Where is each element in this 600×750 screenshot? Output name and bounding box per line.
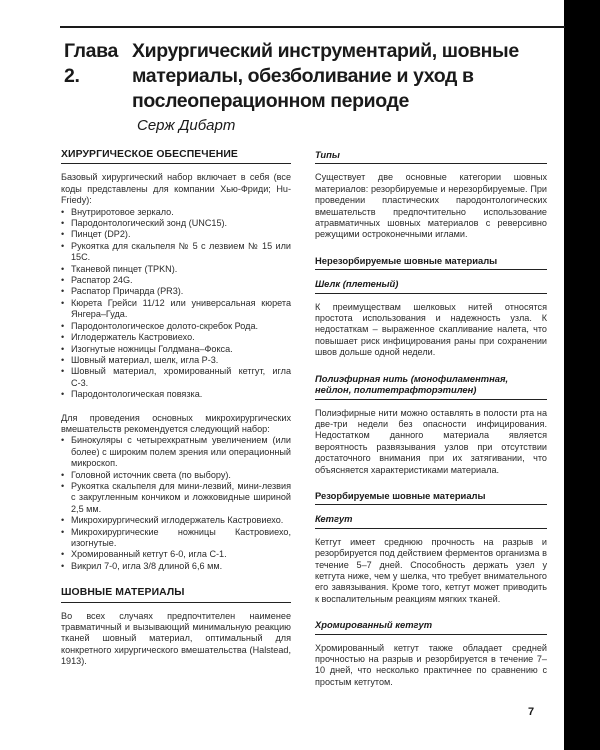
sutures-text: Во всех случаях предпочтителен наименее травматичный и вызывающий минимальную реакцию тканей шовный материал, оптимальный для конкретного хирургического вмешательства (Halstead, 1913).: [61, 610, 291, 667]
list-item: • Микрохирургический иглодержатель Кастровиехо.: [61, 515, 291, 526]
surgical-intro: Базовый хирургический набор включает в себя (все коды представлены для компании Хью-Фриди; Hu-Friedy):: [61, 172, 291, 206]
list-item: • Шовный материал, шелк, игла Р-3.: [61, 355, 291, 366]
page-number: 7: [528, 706, 535, 718]
list-item: • Викрил 7-0, игла 3/8 длиной 6,6 мм.: [61, 561, 291, 572]
list-item: • Микрохирургические ножницы Кастровиехо, изогнутые.: [61, 527, 291, 550]
chapter-number: Глава 2.: [64, 40, 118, 87]
list-item: • Пинцет (DP2).: [61, 229, 291, 240]
silk-text: К преимуществам шелковых нитей относятся простота использования и надежность узла. К недостаткам – выраженное скапливание налета, что повышает риск инфицирования раны при сохранении швов дольше одной недели.: [315, 301, 547, 358]
instrument-list: [61, 207, 291, 401]
list-item: • Пародонтологический зонд (UNC15).: [61, 218, 291, 229]
top-rule: [60, 26, 565, 28]
page-edge-bar: [564, 0, 600, 750]
list-item: • Шовный материал, хромированный кетгут, игла С-3.: [61, 366, 291, 389]
left-column: [61, 149, 291, 668]
section-heading-surgical: ХИРУРГИЧЕСКОЕ ОБЕСПЕЧЕНИЕ: [61, 149, 291, 164]
catgut-heading: Кетгут: [315, 513, 547, 528]
list-item: • Хромированный кетгут 6-0, игла С-1.: [61, 549, 291, 560]
catgut-text: Кетгут имеет среднюю прочность на разрыв и резорбируется под действием ферментов организма в течение 5–7 дней. Способность держать узел у кетгута ниже, чем у шелка, что требует внимательного его завязывания. Кроме того, кетгут может приводить к воспалительным реакциям мягких тканей.: [315, 536, 547, 604]
types-heading: Типы: [315, 149, 547, 164]
polyester-text: Полиэфирные нити можно оставлять в полости рта на две-три недели без опасности инфицирования. Недостатком данного материала является вероятность развязывания узлов при отсутствии достаточного внимания при их затягивании, что объясняется характеристиками материала.: [315, 407, 547, 475]
list-item: • Пародонтологическое долото-скребок Рода.: [61, 321, 291, 332]
list-item: • Пародонтологическая повязка.: [61, 389, 291, 400]
list-item: • Распатор 24G.: [61, 275, 291, 286]
silk-heading: Шелк (плетеный): [315, 278, 547, 293]
list-item: • Рукоятка для скальпеля № 5 с лезвием № 15 или 15С.: [61, 241, 291, 264]
list-item: • Распатор Причарда (PR3).: [61, 286, 291, 297]
list-item: • Рукоятка скальпеля для мини-лезвий, мини-лезвия с закругленным кончиком и ложковидные шириной 2,5 мм.: [61, 481, 291, 515]
chapter-title-text: Хирургический инструментарий, шовные материалы, обезболивание и уход в послеоперационном периоде: [132, 40, 519, 112]
chromic-catgut-heading: Хромированный кетгут: [315, 619, 547, 634]
list-item: • Изогнутые ножницы Голдмана–Фокса.: [61, 344, 291, 355]
list-item: • Тканевой пинцет (TPKN).: [61, 264, 291, 275]
right-column: [315, 149, 547, 688]
list-item: • Бинокуляры с четырехкратным увеличением (или более) с широким полем зрения или операционный микроскоп.: [61, 435, 291, 469]
list-item: • Иглодержатель Кастровиехо.: [61, 332, 291, 343]
micro-instrument-list: [61, 435, 291, 572]
list-item: • Головной источник света (по выбору).: [61, 470, 291, 481]
list-item: • Кюрета Грейси 11/12 или универсальная кюрета Янгера–Гуда.: [61, 298, 291, 321]
author: Серж Дибарт: [137, 117, 236, 134]
polyester-heading: Полиэфирная нить (монофиламентная, нейлон, политетрафторэтилен): [315, 373, 547, 400]
nonresorbable-heading: Нерезорбируемые шовные материалы: [315, 255, 547, 270]
chromic-catgut-text: Хромированный кетгут также обладает средней прочностью на разрыв и резорбируется в течение 7–10 дней, что несколько практичнее по сравнению с простым кетгутом.: [315, 642, 547, 687]
types-text: Существует две основные категории шовных материалов: резорбируемые и нерезорбируемые. При проведении пластических пародонтологических вмешательств предпочтительно использование атравматичных шовных материалов с реверсивно режущими остроконечными иглами.: [315, 172, 547, 240]
resorbable-heading: Резорбируемые шовные материалы: [315, 490, 547, 505]
section-heading-sutures: ШОВНЫЕ МАТЕРИАЛЫ: [61, 587, 291, 602]
chapter-title: [64, 39, 544, 114]
micro-intro: Для проведения основных микрохирургических вмешательств рекомендуется следующий набор:: [61, 412, 291, 434]
list-item: • Внутриротовое зеркало.: [61, 207, 291, 218]
